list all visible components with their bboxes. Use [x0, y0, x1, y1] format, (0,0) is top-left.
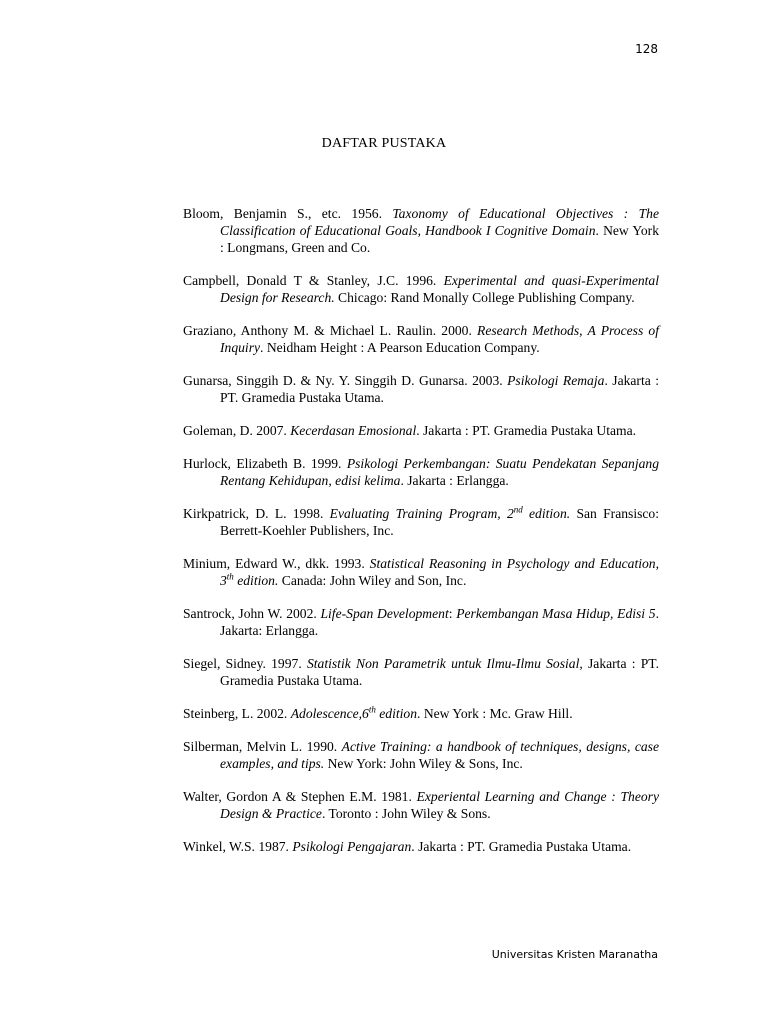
reference-text: : — [448, 606, 457, 621]
reference-text: Canada: John Wiley and Son, Inc. — [278, 573, 467, 588]
reference-text: . Jakarta: Erlangga. — [220, 606, 659, 638]
reference-title-text: edition. — [233, 573, 279, 588]
reference-title-text: Adolescence,6 — [290, 706, 369, 721]
reference-text: Steinberg, L. 2002. — [183, 706, 291, 721]
reference-title-text: Statistical Reasoning in Psychology and Education, 3 — [220, 556, 660, 588]
reference-text: Silberman, Melvin L. 1990. — [183, 739, 342, 754]
reference-text: . New York : Longmans, Green and Co. — [220, 223, 659, 255]
reference-title-text: Experiental Learning and Change : Theory Design & Practice — [220, 789, 659, 821]
reference-list — [183, 205, 659, 871]
reference-text: . Jakarta : PT. Gramedia Pustaka Utama. — [416, 423, 637, 438]
reference-text: Santrock, John W. 2002. — [183, 606, 321, 621]
reference-text: Minium, Edward W., dkk. 1993. — [183, 556, 370, 571]
reference-superscript: th — [368, 704, 376, 715]
reference-text: . Jakarta : Erlangga. — [400, 473, 509, 488]
reference-title-text: Psikologi Pengajaran — [292, 839, 412, 854]
reference-text: Winkel, W.S. 1987. — [183, 839, 293, 854]
reference-text: . Neidham Height : A Pearson Education Company. — [260, 340, 540, 355]
reference-entry — [183, 372, 659, 406]
reference-title-text: edition. — [522, 506, 571, 521]
reference-title-text: Research Methods, A Process of Inquiry — [220, 323, 659, 355]
reference-text: . Jakarta : PT. Gramedia Pustaka Utama. — [411, 839, 632, 854]
reference-entry — [183, 205, 659, 256]
reference-entry — [183, 788, 659, 822]
reference-entry — [183, 655, 659, 689]
reference-text: , Jakarta : PT. Gramedia Pustaka Utama. — [220, 656, 660, 688]
reference-title-text: Psikologi Remaja — [507, 373, 605, 388]
reference-text: Bloom, Benjamin S., etc. 1956. — [183, 206, 393, 221]
reference-entry — [183, 738, 659, 772]
reference-entry — [183, 322, 659, 356]
reference-title-text: edition — [375, 706, 418, 721]
reference-text: Hurlock, Elizabeth B. 1999. — [183, 456, 347, 471]
reference-text: New York: John Wiley & Sons, Inc. — [324, 756, 523, 771]
reference-text: Chicago: Rand Monally College Publishing Company. — [334, 290, 635, 305]
reference-entry — [183, 422, 659, 439]
reference-title-text: Life-Span Development — [320, 606, 449, 621]
reference-entry — [183, 272, 659, 306]
reference-text: . Jakarta : PT. Gramedia Pustaka Utama. — [220, 373, 659, 405]
reference-text: Gunarsa, Singgih D. & Ny. Y. Singgih D. Gunarsa. 2003. — [183, 373, 508, 388]
reference-entry — [183, 505, 659, 539]
reference-title-text: Taxonomy of Educational Objectives : The Classification of Educational Goals, Handbook I Cognitive Domain — [220, 206, 659, 238]
reference-text: Walter, Gordon A & Stephen E.M. 1981. — [183, 789, 417, 804]
reference-text: . Toronto : John Wiley & Sons. — [321, 806, 491, 821]
reference-title-text: Psikologi Perkembangan: Suatu Pendekatan Sepanjang Rentang Kehidupan, edisi kelima — [220, 456, 660, 488]
reference-title-text: Evaluating Training Program, 2 — [329, 506, 514, 521]
reference-entry — [183, 605, 659, 639]
footer-university: Universitas Kristen Maranatha — [491, 948, 658, 961]
reference-title-text: Active Training: a handbook of techniques, designs, case examples, and tips. — [220, 739, 659, 771]
reference-title-text: Perkembangan Masa Hidup, Edisi 5 — [456, 606, 656, 621]
reference-entry — [183, 455, 659, 489]
reference-text: Campbell, Donald T & Stanley, J.C. 1996. — [183, 273, 444, 288]
reference-superscript: nd — [513, 504, 523, 515]
reference-title-text: Experimental and quasi-Experimental Design for Research. — [220, 273, 659, 305]
reference-entry — [183, 705, 659, 722]
reference-text: . New York : Mc. Graw Hill. — [417, 706, 573, 721]
reference-entry — [183, 838, 659, 855]
reference-title-text: Statistik Non Parametrik untuk Ilmu-Ilmu Sosial — [306, 656, 580, 671]
reference-text: San Fransisco: Berrett-Koehler Publishers, Inc. — [220, 506, 660, 538]
reference-text: Graziano, Anthony M. & Michael L. Raulin. 2000. — [183, 323, 478, 338]
page-number: 128 — [635, 42, 658, 56]
reference-text: Siegel, Sidney. 1997. — [183, 656, 307, 671]
reference-text: Goleman, D. 2007. — [183, 423, 291, 438]
reference-entry — [183, 555, 659, 589]
reference-text: Kirkpatrick, D. L. 1998. — [183, 506, 330, 521]
page-title: DAFTAR PUSTAKA — [321, 136, 447, 151]
reference-superscript: th — [226, 571, 234, 582]
reference-title-text: Kecerdasan Emosional — [290, 423, 417, 438]
